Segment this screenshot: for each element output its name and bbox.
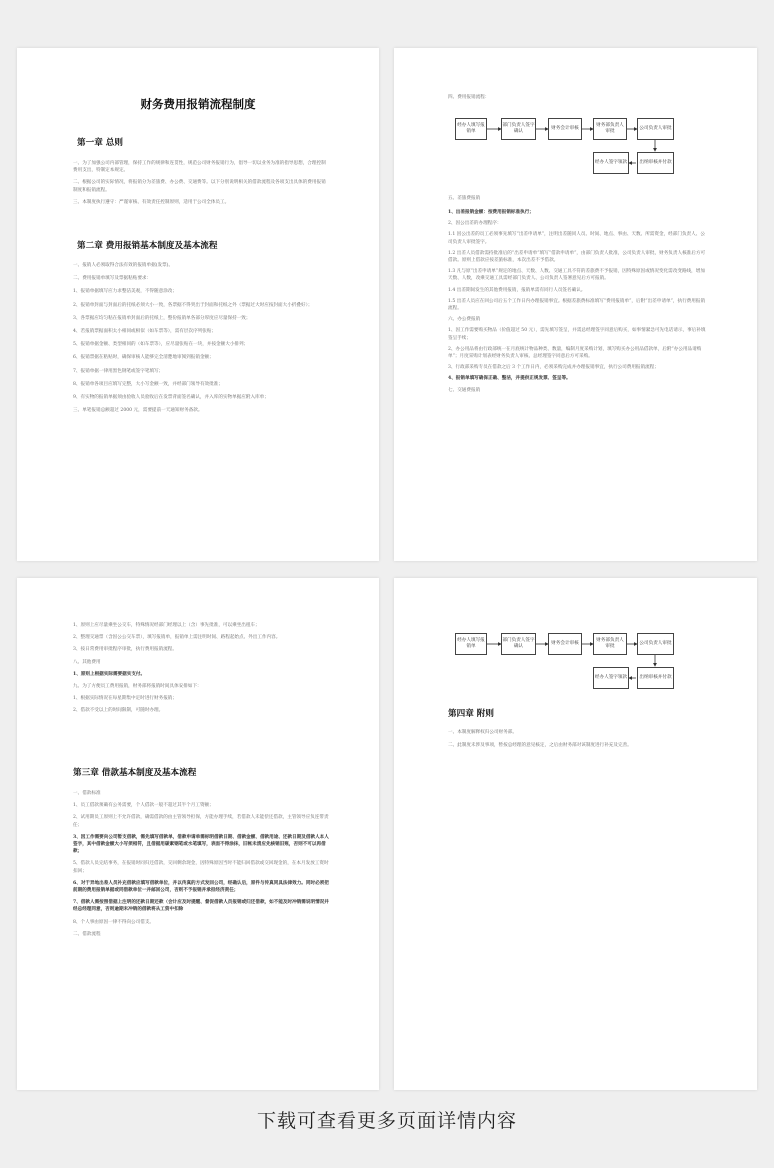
chapter-1-body [73, 160, 327, 206]
flowchart [394, 48, 757, 208]
flow-step-box: 财务会计审核 [548, 118, 582, 140]
document-title: 财务费用报销流程制度 [140, 97, 256, 111]
paragraph: 1、根据实际情况在每星期集中定时进行财务报销； [73, 696, 177, 702]
paragraph: 6、报销票据在粘贴时，确保审核人能够完全清楚地审阅到报销金额； [73, 355, 214, 361]
flow-step-box: 出纳审核并付款 [637, 152, 674, 174]
paragraph: 一、本制度解释权归公司财务部。 [448, 730, 517, 735]
flowchart [394, 578, 757, 708]
paragraph: 8、个人事由原因一律不得向公司借支。 [73, 919, 155, 925]
page-3-bottom-body [73, 790, 329, 938]
paragraph: 3、各票据应均匀粘在报销单封面后的托纸上，整份报销单各部分厚度应尽量保持一致； [73, 315, 251, 321]
paragraph: 1、报销单据填写应力求整洁美观，不得随意涂改； [73, 289, 177, 295]
paragraph: 1.2 出差人员借款需持批准后的“出差申请单”填写“借款申请单”，由部门负责人批准，公司负责人审批，财务负责人核准后方可借款。原则上借款应按差旅标准，本次出差不予借款。 [448, 250, 706, 264]
flow-step-box: 经办人填写报销单 [455, 118, 487, 140]
paragraph: 二、借款流程 [73, 931, 101, 937]
page-3-top-body [73, 622, 327, 715]
paragraph: 1、原则上应尽量乘坐公交车，特殊情况经部门经理以上（含）事先批准，可以乘坐出租车； [73, 623, 260, 628]
flow-step-box: 财务部负责人审批 [593, 118, 627, 140]
paragraph: 六、办公费报销 [448, 317, 481, 323]
download-more-caption: 下载可查看更多页面详情内容 [256, 1110, 517, 1132]
chapter-2-body [73, 262, 327, 414]
paragraph: 2、整理交通票（含因公公交车票），填写报销单，报销单上需注明时间、路程起始点、外出工作内容。 [73, 635, 281, 641]
paragraph: 5、报销单据金额、类型相同的（如车票等），应尽量张贴在一块，并按金额大小排列； [73, 342, 249, 348]
paragraph: 七、交通费报销 [448, 387, 481, 393]
document-page-2 [394, 48, 757, 561]
paragraph: 1、员工借款须确有公务需要，个人借款一般不超过其半个月工资额； [73, 803, 214, 809]
document-page-1 [17, 48, 379, 561]
paragraph: 7、报销单据一律用黑色钢笔或签字笔填写； [73, 368, 164, 374]
paragraph: 4、若报销票据面积太小相同或相似（如车票等），需有层次序列张贴； [73, 329, 217, 335]
paragraph: 九、为了方便员工费用报销，财务部将报销时间具体安排如下： [73, 684, 202, 690]
section-5-heading: 五、差旅费报销 [448, 196, 481, 201]
paragraph: 4、报销单填写确保正确、整洁，并提供正规发票、签呈等。 [448, 376, 571, 382]
paragraph: 一、报销人必须取得合法有效的报销单据(发票)。 [73, 263, 174, 268]
flow-step-box: 经办人填写报销单 [455, 633, 487, 655]
section-4-heading: 四、费用报销流程： [448, 95, 490, 100]
paragraph: 2、试用期员工原则上不允许借款，确需借款的由主管领导担保，方能办理手续，若借款人未能偿还借款，主管领导应负连带责任； [73, 815, 329, 828]
paragraph: 3、因工作需要向公司暂支借款，需先填写借款单，借款申请单需标明借款日期、借款金额、借款用途、还款日期及借款人本人签字，其中借款金额大小写须相符，且借据用碳素钢笔或水笔填写，表面不得涂抹，旧帐未清应先核销旧账，否则不可以再借款； [73, 834, 329, 855]
document-page-3 [17, 578, 379, 1090]
paragraph: 2、借款不受以上的时间限制，可随时办理。 [73, 708, 164, 714]
paragraph: 一、为了加强公司内部管理，保持工作的规律和连贯性，规范公司财务报销行为，倡导一切以业务为准的指导思想，合理控制费用支出，特制定本规定。 [73, 161, 326, 174]
page-4-body [448, 729, 717, 749]
chapter-4-heading: 第四章 附则 [448, 709, 494, 719]
paragraph: 1、出差报销金额：按费用报销标准执行； [448, 210, 534, 215]
flow-step-box: 经办人签字领款 [593, 152, 629, 174]
paragraph: 八、其他费用 [73, 659, 101, 665]
paragraph: 8、报销单各项目应填写完整，大小写金额一致，并经部门领导有效批准； [73, 381, 223, 387]
page-2-body [448, 209, 709, 394]
chapter-2-heading: 第二章 费用报销基本制度及基本流程 [77, 241, 218, 251]
flow-step-box: 部门负责人签字确认 [501, 633, 536, 655]
paragraph: 7、借款人需按照借据上注明的还款日期还款（会计应及时提醒、督促借款人员报销或归还借款，如不能及时冲销需说明情况并经总经理同意，否则逾期未冲销的借款将从工资中扣除 [73, 900, 329, 913]
chapter-3-heading: 第三章 借款基本制度及基本流程 [73, 768, 197, 778]
paragraph: 2、因公出差的办理程序： [448, 221, 502, 227]
paragraph: 三、单笔报销总额超过 2000 元，需要提前一天通知财务备款。 [73, 408, 203, 414]
document-page-4 [394, 578, 757, 1090]
flow-step-box: 经办人签字领款 [593, 667, 629, 689]
flow-step-box: 财务会计审核 [548, 633, 582, 655]
flow-step-box: 公司负责人审批 [637, 633, 674, 655]
paragraph: 1.1 因公出差的员工必须事先填写“出差申请单”，注明出差随同人员、时间、地点、事由、天数、所需资金，经部门负责人、公司负责人审批签字。 [448, 232, 705, 245]
paragraph: 2、办公用品将由行政部统一在月底统计物品种类、数量，编制月度采购计划，填写购买办公用品借款单，后附“办公用品请购单”；月度采购计划表经财务负责人审核、总经理签字同意后方可采购。 [448, 346, 702, 360]
paragraph: 5、借款人员完结事务，在报销时同归还借款，交回剩余现金，因特殊原因当时不能归回借款或交回现金的，在本月发放工资时扣回； [73, 861, 329, 874]
paragraph: 2、报销单封面与封面后的托纸必须大小一致，各票据不得突出于封面和托纸之外（票据过大时应按封面大小折叠好）； [73, 302, 313, 308]
flow-step-box: 公司负责人审批 [637, 118, 674, 140]
flow-step-box: 部门负责人签字确认 [501, 118, 536, 140]
paragraph: 一、借款标准 [73, 791, 101, 796]
paragraph: 二、根据公司的实际情况，将报销分为差旅费、办公费、交通费等。以下分别说明相关的借款流程及各项支出具体的费用报销制度和报销流程。 [73, 180, 326, 193]
paragraph: 3、行政部采购专员在借款之后 3 个工作日内，必须采购完成并办理报销事宜，执行公司费用报销流程； [448, 365, 659, 371]
paragraph: 1、因工作需要购买物品（价值超过 50 元），需先填写签呈，并需总经理签字同意后购买，如事情紧急可先电话请示，事后补填签呈手续； [448, 328, 706, 341]
paragraph: 9、有实物的报销单据须由验收人员验收后在发票背面签名确认，并入库的实物单据应附入库单； [73, 395, 269, 401]
flow-step-box: 财务部负责人审批 [593, 633, 627, 655]
paragraph: 二、费用报销单填写及票据粘贴要求： [73, 276, 152, 282]
paragraph: 1.3 凡与原“出差申请单”规定的地点、天数、人数、交通工具不符的差旅费不予报销，因特殊原因或情况变化需改变路线，增加天数、人数，改乘交通工具需经部门负责人、公司负责人签署意见后方可报销。 [448, 269, 705, 282]
flow-step-box: 出纳审核并付款 [637, 667, 674, 689]
paragraph: 6、对于异地出差人员补充借款应填写借款单位，并以传真的方式发回公司，经确认后，原件与传真同具法律效力。同时必须把前期的费用报销单据或同借款单位一并邮回公司，否则不予报销并承担经济责任； [73, 880, 329, 894]
paragraph: 1、原则上根据实际需要据实支付。 [73, 671, 146, 677]
chapter-1-heading: 第一章 总则 [77, 138, 123, 148]
paragraph: 1.4 出差期间发生的其他费用报销，报销单需有同行人员签名确认。 [448, 287, 586, 293]
paragraph: 3、按日常费用审批程序审批，执行费用报销流程。 [73, 647, 177, 653]
paragraph: 1.5 出差人员应在回公司后五个工作日内办理报销事宜。根据差旅费标准填写“费用报销单”，后附“出差申请单”，执行费用报销流程。 [448, 298, 706, 312]
paragraph: 二、此制度未涉及事项，暂按总经理的意见核定，之后由财务部对该制度进行补充及完善。 [448, 743, 632, 749]
paragraph: 三、本制度执行遵守：严谨审核、有效责任控制原则，适用于公司全体员工。 [73, 199, 230, 205]
